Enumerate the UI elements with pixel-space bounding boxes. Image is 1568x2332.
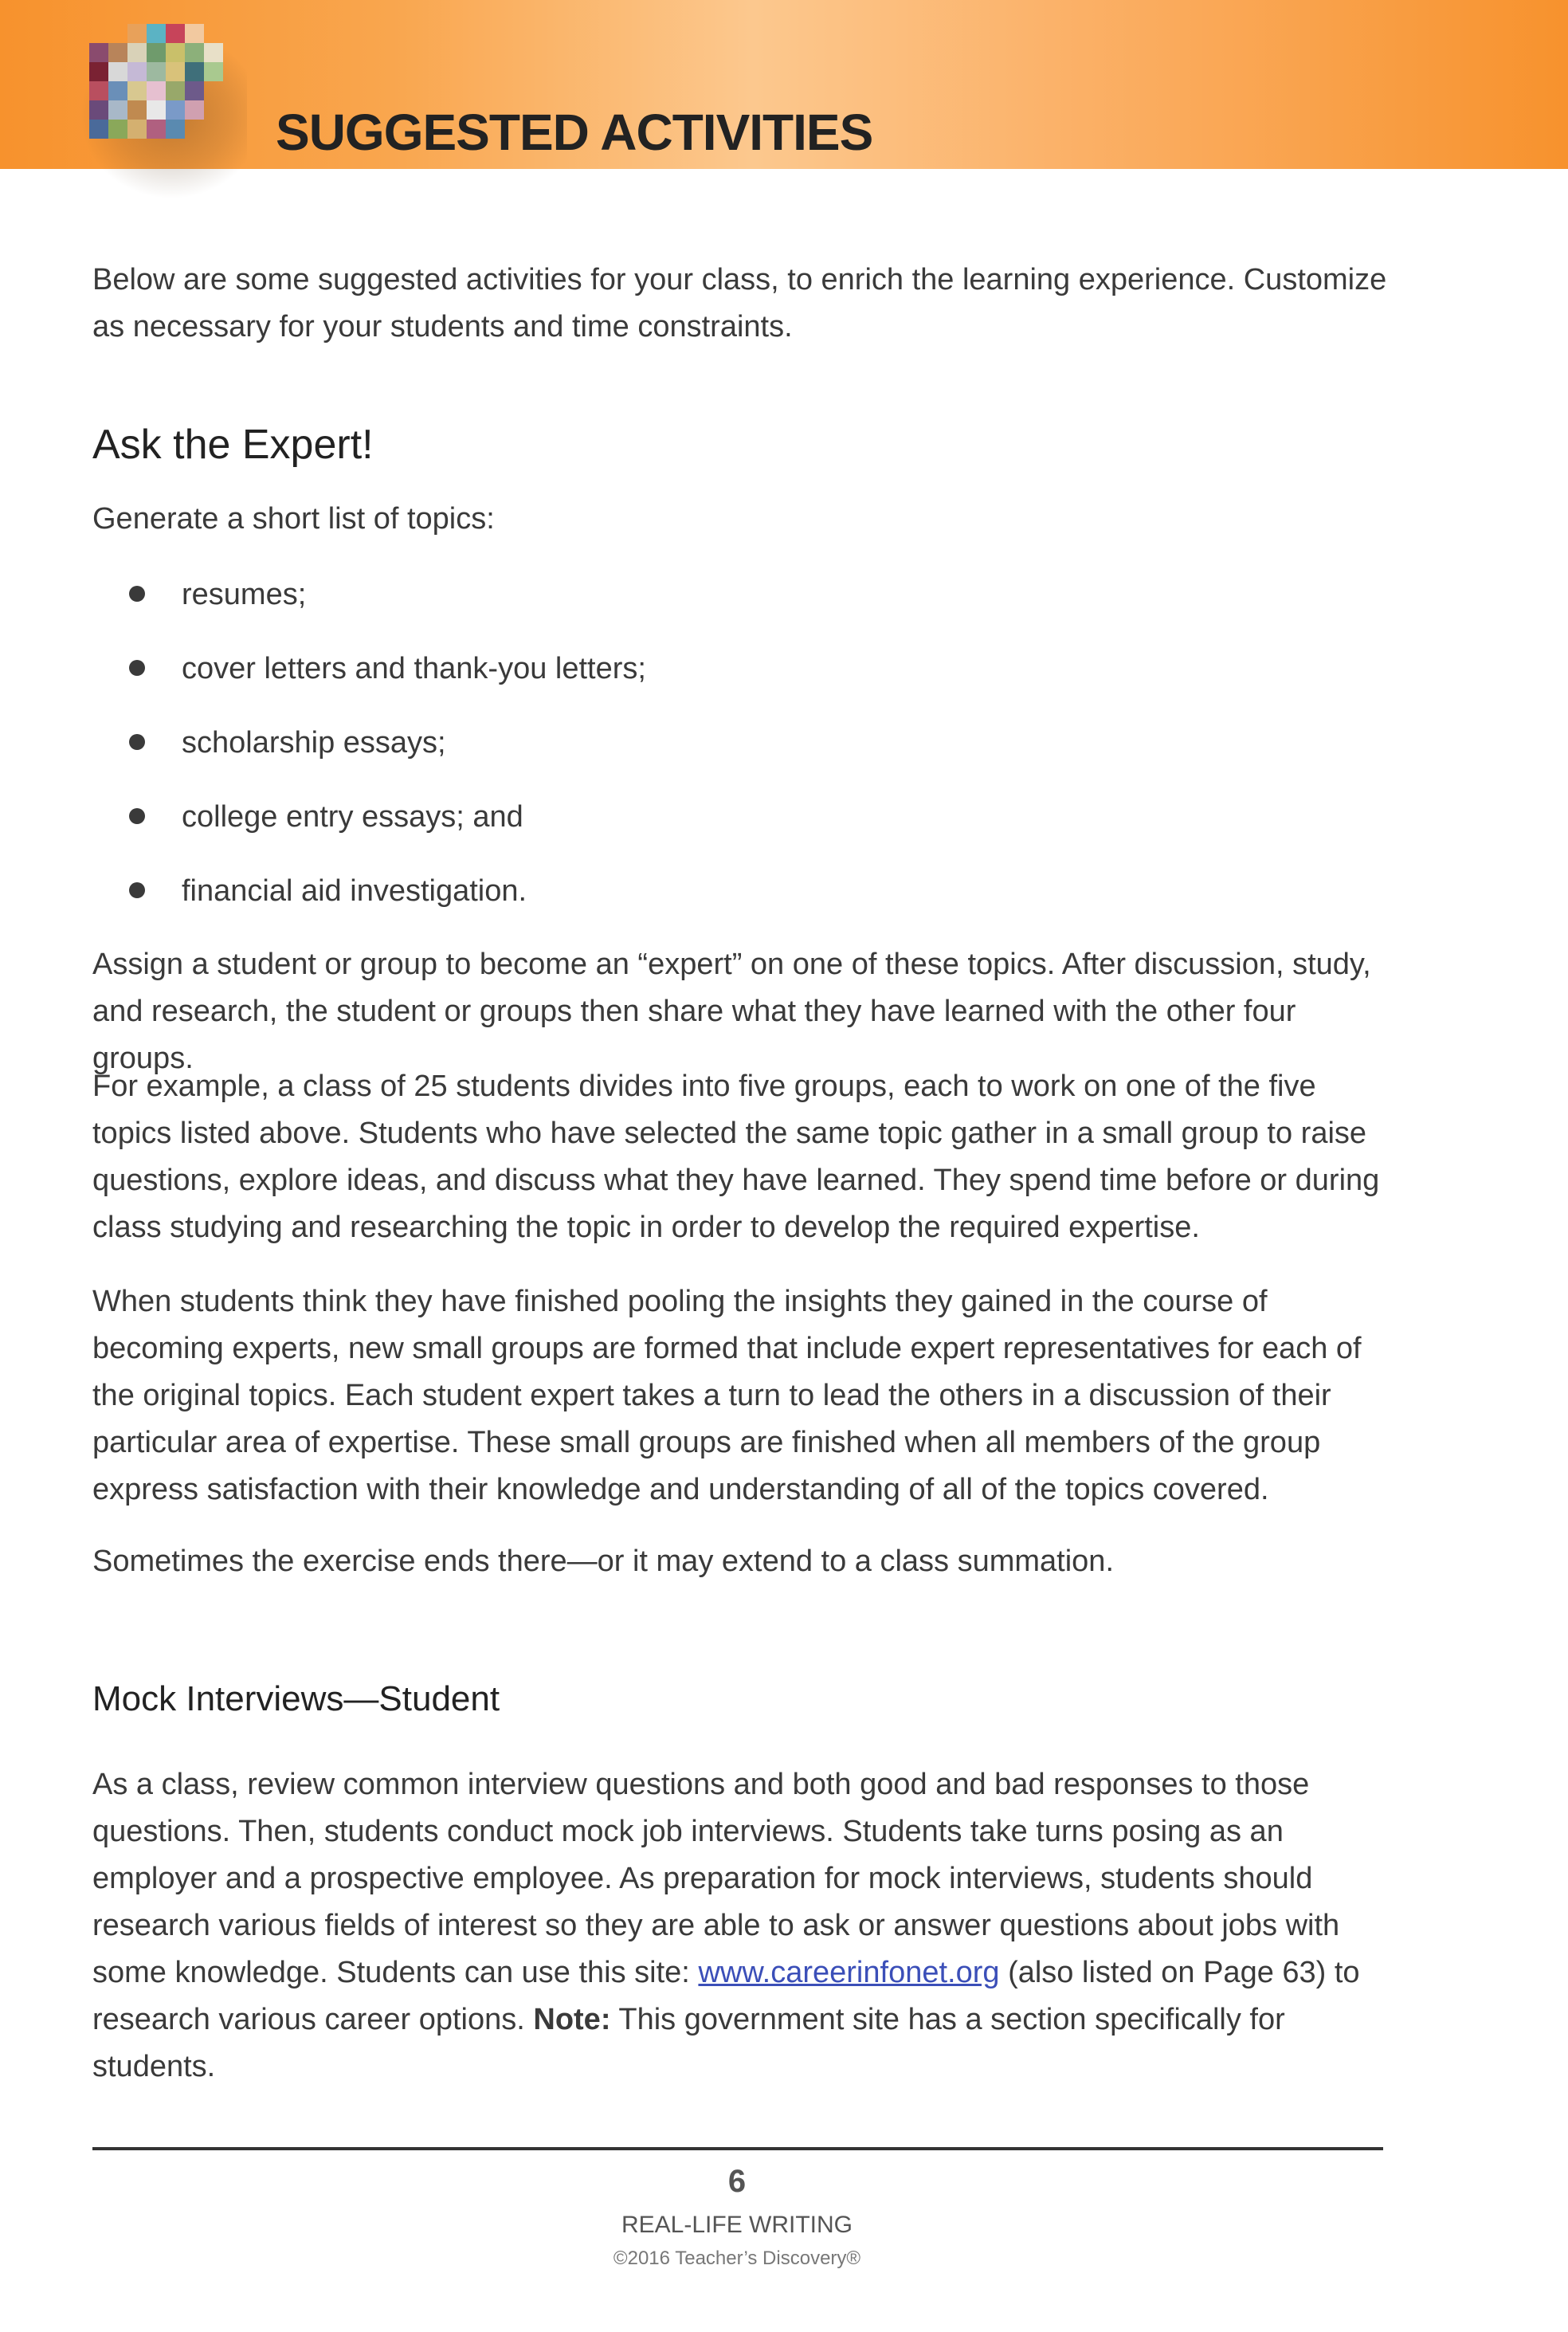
- logo-tile: [108, 43, 127, 62]
- logo-tile: [204, 81, 223, 100]
- logo-tile: [89, 100, 108, 120]
- logo-tile: [89, 62, 108, 81]
- logo-tile: [108, 100, 127, 120]
- page-title: SUGGESTED ACTIVITIES: [276, 104, 873, 161]
- logo-tile: [223, 120, 242, 139]
- topics-lead-text: Generate a short list of topics:: [92, 502, 495, 536]
- logo-tile: [185, 120, 204, 139]
- section-heading-mock-interviews: Mock Interviews—Student: [92, 1679, 500, 1718]
- page-number: 6: [727, 2164, 747, 2199]
- logo-tile: [166, 43, 185, 62]
- footer-book-title: REAL-LIFE WRITING: [621, 2212, 853, 2238]
- logo-tile: [185, 81, 204, 100]
- logo-tile: [89, 120, 108, 139]
- logo-tile: [108, 62, 127, 81]
- logo-tile: [204, 139, 223, 158]
- logo-tile: [89, 81, 108, 100]
- careerinfonet-link[interactable]: www.careerinfonet.org: [698, 1956, 1000, 1989]
- logo-tile: [223, 24, 242, 43]
- logo-tile: [166, 24, 185, 43]
- logo-tile: [147, 81, 166, 100]
- logo-tile: [166, 100, 185, 120]
- logo-tile: [185, 24, 204, 43]
- logo-tile: [204, 100, 223, 120]
- logo-tile: [166, 81, 185, 100]
- logo-tile: [147, 139, 166, 158]
- list-item-text: resumes;: [182, 578, 307, 611]
- logo-tile: [166, 62, 185, 81]
- logo-tile: [108, 139, 127, 158]
- logo-tile: [223, 139, 242, 158]
- logo-tile: [204, 62, 223, 81]
- logo-tile: [147, 100, 166, 120]
- logo-tile: [147, 120, 166, 139]
- logo-tile: [147, 43, 166, 62]
- logo-tile: [147, 62, 166, 81]
- logo-tile: [204, 24, 223, 43]
- logo-tile: [185, 139, 204, 158]
- intro-paragraph: Below are some suggested activities for your class, to enrich the learning experience. Customize as necessary for your students and time constraints.: [92, 263, 1387, 344]
- bullet-icon: [129, 660, 145, 676]
- logo-tile: [89, 43, 108, 62]
- logo-tile: [223, 62, 242, 81]
- logo-tile: [166, 120, 185, 139]
- list-item-text: cover letters and thank-you letters;: [182, 652, 646, 685]
- paragraph-summation: Sometimes the exercise ends there—or it may extend to a class summation.: [92, 1545, 1114, 1578]
- logo-tile: [185, 62, 204, 81]
- logo-tile: [127, 139, 147, 158]
- logo-tile: [204, 120, 223, 139]
- mock-interviews-text-continued: (also listed on Page 63) to research various career options.: [92, 1956, 1360, 2036]
- paragraph-assign-expert: Assign a student or group to become an “expert” on one of these topics. After discussion, study, and research, the student or groups then share what they have learned with the other four groups.: [92, 948, 1371, 1075]
- logo-tile: [127, 100, 147, 120]
- logo-tile: [108, 81, 127, 100]
- logo-tile: [204, 43, 223, 62]
- logo-tile: [89, 24, 108, 43]
- logo-tile: [127, 43, 147, 62]
- section-heading-ask-the-expert: Ask the Expert!: [92, 422, 374, 468]
- main-content: [92, 257, 1391, 2083]
- bullet-icon: [129, 586, 145, 602]
- logo-tile: [127, 81, 147, 100]
- logo-tile: [223, 81, 242, 100]
- bullet-icon: [129, 734, 145, 750]
- footer-copyright: ©2016 Teacher’s Discovery®: [613, 2248, 861, 2269]
- logo-tile: [223, 100, 242, 120]
- list-item-text: college entry essays; and: [182, 800, 523, 834]
- footer-divider: [92, 2147, 1383, 2150]
- logo-tile: [108, 120, 127, 139]
- logo-tile: [223, 43, 242, 62]
- list-item-text: financial aid investigation.: [182, 874, 527, 908]
- bullet-icon: [129, 808, 145, 824]
- note-label: Note:: [533, 2003, 611, 2036]
- logo-tile: [127, 62, 147, 81]
- note-text: This government site has a section specifically for students.: [92, 2003, 1285, 2083]
- logo-tile: [127, 24, 147, 43]
- paragraph-example: For example, a class of 25 students divides into five groups, each to work on one of the five topics listed above. Students who have selected the same topic gather in a small group to raise questions, explore ideas, and discuss what they have learned. They spend time before or during class studying and researching the topic in order to develop the required expertise.: [92, 1070, 1380, 1244]
- logo-tile: [185, 100, 204, 120]
- logo-tile: [127, 120, 147, 139]
- mock-interviews-text: As a class, review common interview questions and both good and bad responses to those questions. Then, students conduct mock job interviews. Students take turns posing as an employer and a prospective employee. As preparation for mock interviews, students should research various fields of interest so they are able to ask or answer questions about jobs with some knowledge. Students can use this site:: [92, 1768, 1340, 1989]
- logo-tile: [166, 139, 185, 158]
- paragraph-pooling-insights: When students think they have finished pooling the insights they gained in the course of becoming experts, new small groups are formed that include expert representatives for each of the original topics. Each student expert takes a turn to lead the others in a discussion of their particular area of expertise. These small groups are finished when all members of the group express satisfaction with their knowledge and understanding of all of the topics covered.: [92, 1285, 1362, 1506]
- logo-tile: [89, 139, 108, 158]
- list-item-text: scholarship essays;: [182, 726, 446, 760]
- paragraph-mock-interviews: [92, 1761, 1391, 2091]
- logo-tile: [185, 43, 204, 62]
- logo-tile: [108, 24, 127, 43]
- mosaic-logo: [89, 24, 242, 158]
- logo-tile: [147, 24, 166, 43]
- bullet-icon: [129, 882, 145, 898]
